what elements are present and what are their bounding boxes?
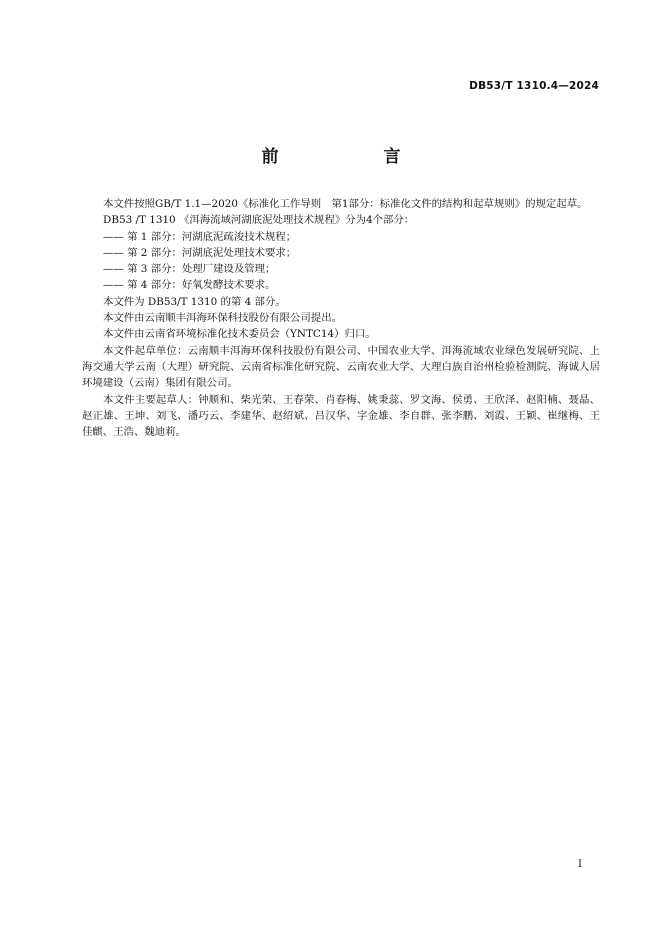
- part-list-item: —— 第 1 部分：河湖底泥疏浚技术规程；: [103, 230, 297, 243]
- part-list-item: —— 第 2 部分：河湖底泥处理技术要求；: [103, 246, 297, 259]
- series-intro-paragraph: DB53 /T 1310 《洱海流域河湖底泥处理技术规程》分为4个部分：: [103, 214, 415, 227]
- drafters-paragraph: 本文件主要起草人：钟顺和、柴光荣、王春荣、肖春梅、姚秉蕊、罗文海、侯勇、王欣泽、赵阳楠、聂晶、赵正雄、王坤、刘飞、潘巧云、李建华、赵绍斌、吕汉华、字金雄、李自群、张李鹏、刘霞、王颖、崔继梅、王佳麒、王浩、魏迪莉。: [82, 393, 600, 439]
- part-list-item: —— 第 4 部分：好氧发酵技术要求。: [103, 279, 276, 292]
- part-statement-paragraph: 本文件为 DB53/T 1310 的第 4 部分。: [103, 295, 286, 308]
- document-code: DB53/T 1310.4—2024: [469, 80, 599, 92]
- foreword-body: [82, 196, 600, 440]
- drafting-units-paragraph: 本文件起草单位：云南顺丰洱海环保科技股份有限公司、中国农业大学、洱海流域农业绿色发展研究院、上海交通大学云南（大理）研究院、云南省标准化研究院、云南农业大学、大理白族自治州检验检测院、海诚人居环境建设（云南）集团有限公司。: [82, 344, 600, 390]
- committee-paragraph: 本文件由云南省环境标准化技术委员会（YNTC14）归口。: [103, 328, 376, 341]
- proposer-paragraph: 本文件由云南顺丰洱海环保科技股份有限公司提出。: [103, 312, 342, 325]
- part-list-item: —— 第 3 部分：处理厂建设及管理；: [103, 263, 276, 276]
- page-title: 前 言: [261, 147, 445, 167]
- page-number: I: [578, 859, 582, 870]
- standard-basis-paragraph: 本文件按照GB/T 1.1—2020《标准化工作导则 第1部分：标准化文件的结构和起草规则》的规定起草。: [103, 198, 588, 210]
